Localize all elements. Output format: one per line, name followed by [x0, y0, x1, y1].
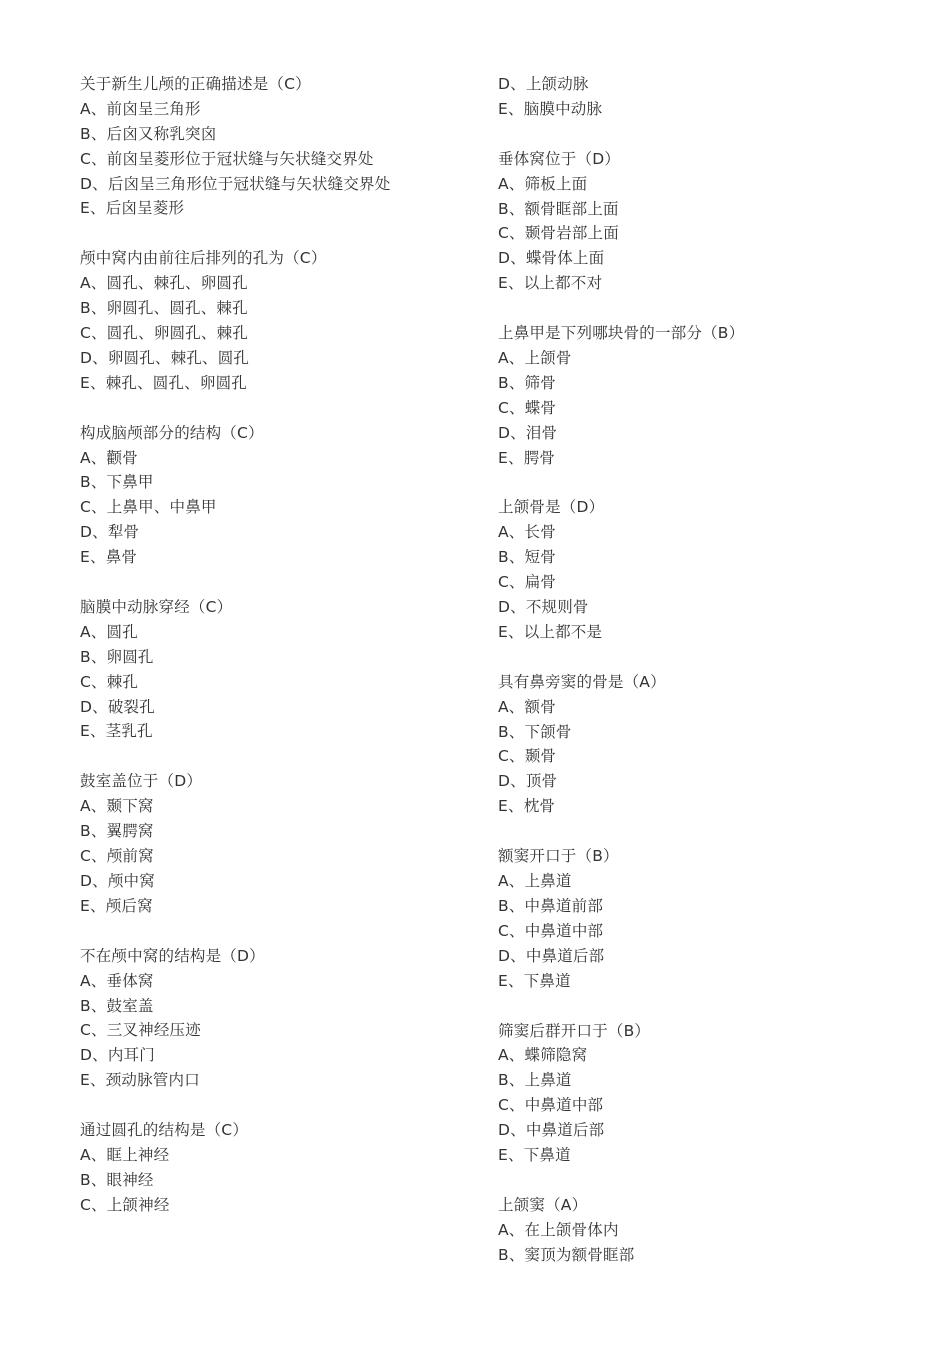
question-block [498, 321, 918, 470]
question-stem: 脑膜中动脉穿经（C） [80, 598, 233, 617]
answer-option: A、额骨 [498, 697, 556, 716]
answer-option: D、后囟呈三角形位于冠状缝与矢状缝交界处 [80, 174, 391, 193]
question-stem: 颅中窝内由前往后排列的孔为（C） [80, 249, 327, 268]
answer-option: B、鼓室盖 [80, 996, 154, 1015]
question-block [80, 944, 480, 1093]
answer-option: D、泪骨 [498, 423, 558, 442]
answer-option: B、上鼻道 [498, 1071, 572, 1090]
answer-option: E、颅后窝 [80, 896, 153, 915]
answer-option: A、上鼻道 [498, 872, 572, 891]
answer-option: E、鼻骨 [80, 548, 138, 567]
answer-option: A、蝶筛隐窝 [498, 1046, 588, 1065]
answer-option: A、筛板上面 [498, 174, 588, 193]
answer-option: A、圆孔、棘孔、卵圆孔 [80, 274, 248, 293]
question-stem: 关于新生儿颅的正确描述是（C） [80, 75, 311, 93]
answer-option: C、蝶骨 [498, 398, 557, 417]
answer-option: A、眶上神经 [80, 1145, 170, 1164]
question-block [498, 670, 918, 819]
answer-option: B、中鼻道前部 [498, 896, 604, 915]
question-block [80, 1118, 480, 1218]
answer-option: B、额骨眶部上面 [498, 199, 619, 218]
answer-option: E、脑膜中动脉 [498, 99, 603, 118]
answer-option: D、中鼻道后部 [498, 946, 605, 965]
answer-option: C、颞骨 [498, 747, 557, 766]
answer-option: B、眼神经 [80, 1170, 154, 1189]
answer-option: E、以上都不对 [498, 274, 603, 293]
question-block [498, 844, 918, 993]
answer-option: E、腭骨 [498, 448, 556, 467]
question-block [80, 595, 480, 744]
answer-option: E、后囟呈菱形 [80, 199, 185, 218]
left-column [80, 72, 480, 1243]
answer-option: D、颅中窝 [80, 871, 155, 890]
answer-option: E、枕骨 [498, 797, 556, 816]
answer-option: D、卵圆孔、棘孔、圆孔 [80, 348, 250, 367]
answer-option: E、下鼻道 [498, 1145, 571, 1164]
answer-option: D、破裂孔 [80, 697, 155, 716]
answer-option: C、三叉神经压迹 [80, 1021, 201, 1040]
answer-option: A、前囟呈三角形 [80, 99, 201, 118]
answer-option: C、前囟呈菱形位于冠状缝与矢状缝交界处 [80, 149, 374, 168]
answer-option: A、上颌骨 [498, 349, 572, 368]
question-block [80, 246, 480, 395]
question-stem: 上颌骨是（D） [498, 498, 605, 517]
answer-option: E、颈动脉管内口 [80, 1071, 200, 1090]
question-block [80, 72, 480, 221]
answer-option: C、上鼻甲、中鼻甲 [80, 498, 217, 517]
answer-option: C、颞骨岩部上面 [498, 224, 619, 243]
answer-option: B、下颌骨 [498, 722, 572, 741]
answer-option: E、下鼻道 [498, 971, 571, 990]
question-stem: 构成脑颅部分的结构（C） [80, 423, 264, 442]
question-stem: 筛窦后群开口于（B） [498, 1021, 651, 1040]
answer-option: B、卵圆孔 [80, 647, 154, 666]
answer-option: E、以上都不是 [498, 622, 603, 641]
question-stem: 鼓室盖位于（D） [80, 772, 203, 791]
answer-option: E、茎乳孔 [80, 722, 153, 741]
answer-option: D、内耳门 [80, 1046, 155, 1065]
right-column [498, 72, 918, 1293]
answer-option: C、中鼻道中部 [498, 1096, 604, 1115]
answer-option: E、棘孔、圆孔、卵圆孔 [80, 373, 247, 392]
question-stem: 额窦开口于（B） [498, 847, 619, 866]
answer-option: B、下鼻甲 [80, 473, 154, 492]
answer-option: C、颅前窝 [80, 847, 154, 866]
answer-option: A、颧骨 [80, 448, 138, 467]
answer-option: A、颞下窝 [80, 797, 154, 816]
answer-option: D、蝶骨体上面 [498, 249, 605, 268]
question-block [80, 769, 480, 918]
question-block [498, 1193, 918, 1268]
answer-option: C、棘孔 [80, 672, 139, 691]
question-block [498, 495, 918, 644]
answer-option: A、垂体窝 [80, 971, 154, 990]
answer-option: C、上颌神经 [80, 1195, 170, 1214]
answer-option: A、圆孔 [80, 622, 138, 641]
question-block [498, 147, 918, 296]
question-block [498, 72, 918, 122]
question-stem: 不在颅中窝的结构是（D） [80, 946, 265, 965]
answer-option: B、窦顶为额骨眶部 [498, 1245, 635, 1264]
answer-option: D、犁骨 [80, 523, 140, 542]
question-stem: 具有鼻旁窦的骨是（A） [498, 672, 666, 691]
question-stem: 上颌窦（A） [498, 1195, 588, 1214]
answer-option: C、扁骨 [498, 573, 557, 592]
question-stem: 通过圆孔的结构是（C） [80, 1121, 249, 1140]
question-stem: 上鼻甲是下列哪块骨的一部分（B） [498, 324, 745, 343]
answer-option: C、圆孔、卵圆孔、棘孔 [80, 324, 249, 343]
question-block [80, 421, 480, 570]
question-stem: 垂体窝位于（D） [498, 149, 621, 168]
answer-option: D、上颌动脉 [498, 75, 589, 93]
answer-option: D、不规则骨 [498, 598, 589, 617]
answer-option: D、顶骨 [498, 772, 558, 791]
answer-option: B、筛骨 [498, 373, 556, 392]
answer-option: B、短骨 [498, 548, 556, 567]
answer-option: C、中鼻道中部 [498, 921, 604, 940]
question-block [498, 1019, 918, 1168]
answer-option: B、翼腭窝 [80, 822, 154, 841]
answer-option: B、卵圆孔、圆孔、棘孔 [80, 299, 248, 318]
answer-option: A、在上颌骨体内 [498, 1220, 619, 1239]
answer-option: A、长骨 [498, 523, 556, 542]
answer-option: D、中鼻道后部 [498, 1121, 605, 1140]
answer-option: B、后囟又称乳突囟 [80, 124, 217, 143]
